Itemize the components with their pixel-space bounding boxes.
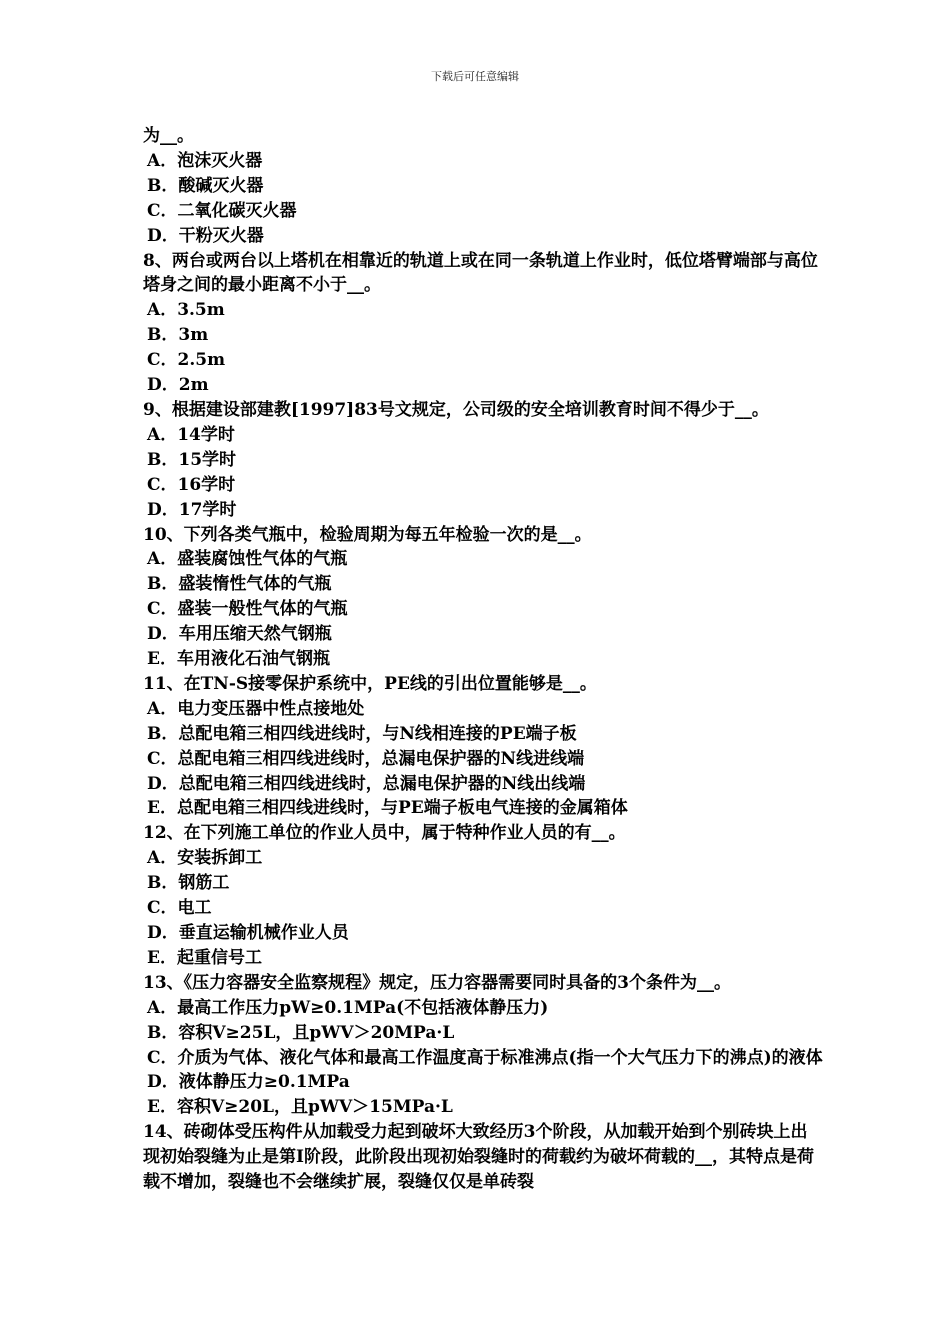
header-note: 下载后可任意编辑: [431, 70, 519, 83]
answer-option: C．2.5m: [147, 350, 226, 371]
answer-option: C．介质为气体、液化气体和最高工作温度高于标准沸点(指一个大气压力下的沸点)的液体: [147, 1047, 823, 1068]
question-text: 14、砖砌体受压构件从加载受力起到破坏大致经历3个阶段，从加载开始到个别砖块上出现初始裂缝为止是第Ⅰ阶段，此阶段出现初始裂缝时的荷载约为破坏荷载的__，其特点是荷载不增加，裂缝也不会继续扩展，裂缝仅仅是单砖裂: [143, 1122, 814, 1193]
answer-option: A．最高工作压力pW≥0.1MPa(不包括液体静压力): [147, 997, 549, 1018]
answer-option: A．3.5m: [147, 300, 225, 321]
answer-option: E．容积V≥20L，且pWV＞15MPa·L: [147, 1097, 453, 1118]
answer-option: A．电力变压器中性点接地处: [147, 698, 365, 719]
answer-option: D．车用压缩天然气钢瓶: [147, 624, 332, 645]
question-text: 11、在TN-S接零保护系统中，PE线的引出位置能够是__。: [143, 673, 597, 694]
answer-option: B．容积V≥25L，且pWV＞20MPa·L: [147, 1022, 455, 1043]
answer-option: B．酸碱灭火器: [147, 175, 264, 196]
answer-option: B．盛装惰性气体的气瓶: [147, 574, 332, 595]
answer-option: A．14学时: [147, 424, 235, 445]
question-text: 8、两台或两台以上塔机在相靠近的轨道上或在同一条轨道上作业时，低位塔臂端部与高位塔身之间的最小距离不小于__。: [143, 250, 818, 296]
question-text: 10、下列各类气瓶中，检验周期为每五年检验一次的是__。: [143, 524, 592, 545]
answer-option: D．总配电箱三相四线进线时，总漏电保护器的N线出线端: [147, 773, 586, 794]
answer-option: C．总配电箱三相四线进线时，总漏电保护器的N线进线端: [147, 748, 585, 769]
answer-option: C．16学时: [147, 474, 236, 495]
answer-option: B．钢筋工: [147, 873, 230, 894]
answer-option: A．盛装腐蚀性气体的气瓶: [147, 549, 348, 570]
question-text: 为__。: [143, 126, 194, 146]
answer-option: A．泡沫灭火器: [147, 150, 263, 171]
answer-option: D．2m: [147, 375, 209, 396]
answer-option: C．二氧化碳灭火器: [147, 200, 297, 221]
answer-option: C．盛装一般性气体的气瓶: [147, 599, 348, 620]
question-text: 13、《压力容器安全监察规程》规定，压力容器需要同时具备的3个条件为__。: [143, 972, 731, 993]
question-text: 9、根据建设部建教[1997]83号文规定，公司级的安全培训教育时间不得少于__。: [143, 399, 769, 420]
question-text: 12、在下列施工单位的作业人员中，属于特种作业人员的有__。: [143, 823, 626, 844]
answer-option: A．安装拆卸工: [147, 848, 263, 869]
answer-option: B．15学时: [147, 449, 237, 470]
answer-option: B．3m: [147, 325, 209, 346]
answer-option: D．干粉灭火器: [147, 225, 264, 246]
answer-option: D．液体静压力≥0.1MPa: [147, 1072, 350, 1093]
answer-option: C．电工: [147, 898, 212, 919]
document-body: [143, 124, 823, 1195]
answer-option: E．起重信号工: [147, 947, 262, 968]
answer-option: D．垂直运输机械作业人员: [147, 923, 349, 943]
answer-option: E．车用液化石油气钢瓶: [147, 649, 330, 670]
answer-option: E．总配电箱三相四线进线时，与PE端子板电气连接的金属箱体: [147, 798, 628, 819]
answer-option: B．总配电箱三相四线进线时，与N线相连接的PE端子板: [147, 723, 577, 744]
answer-option: D．17学时: [147, 499, 237, 520]
